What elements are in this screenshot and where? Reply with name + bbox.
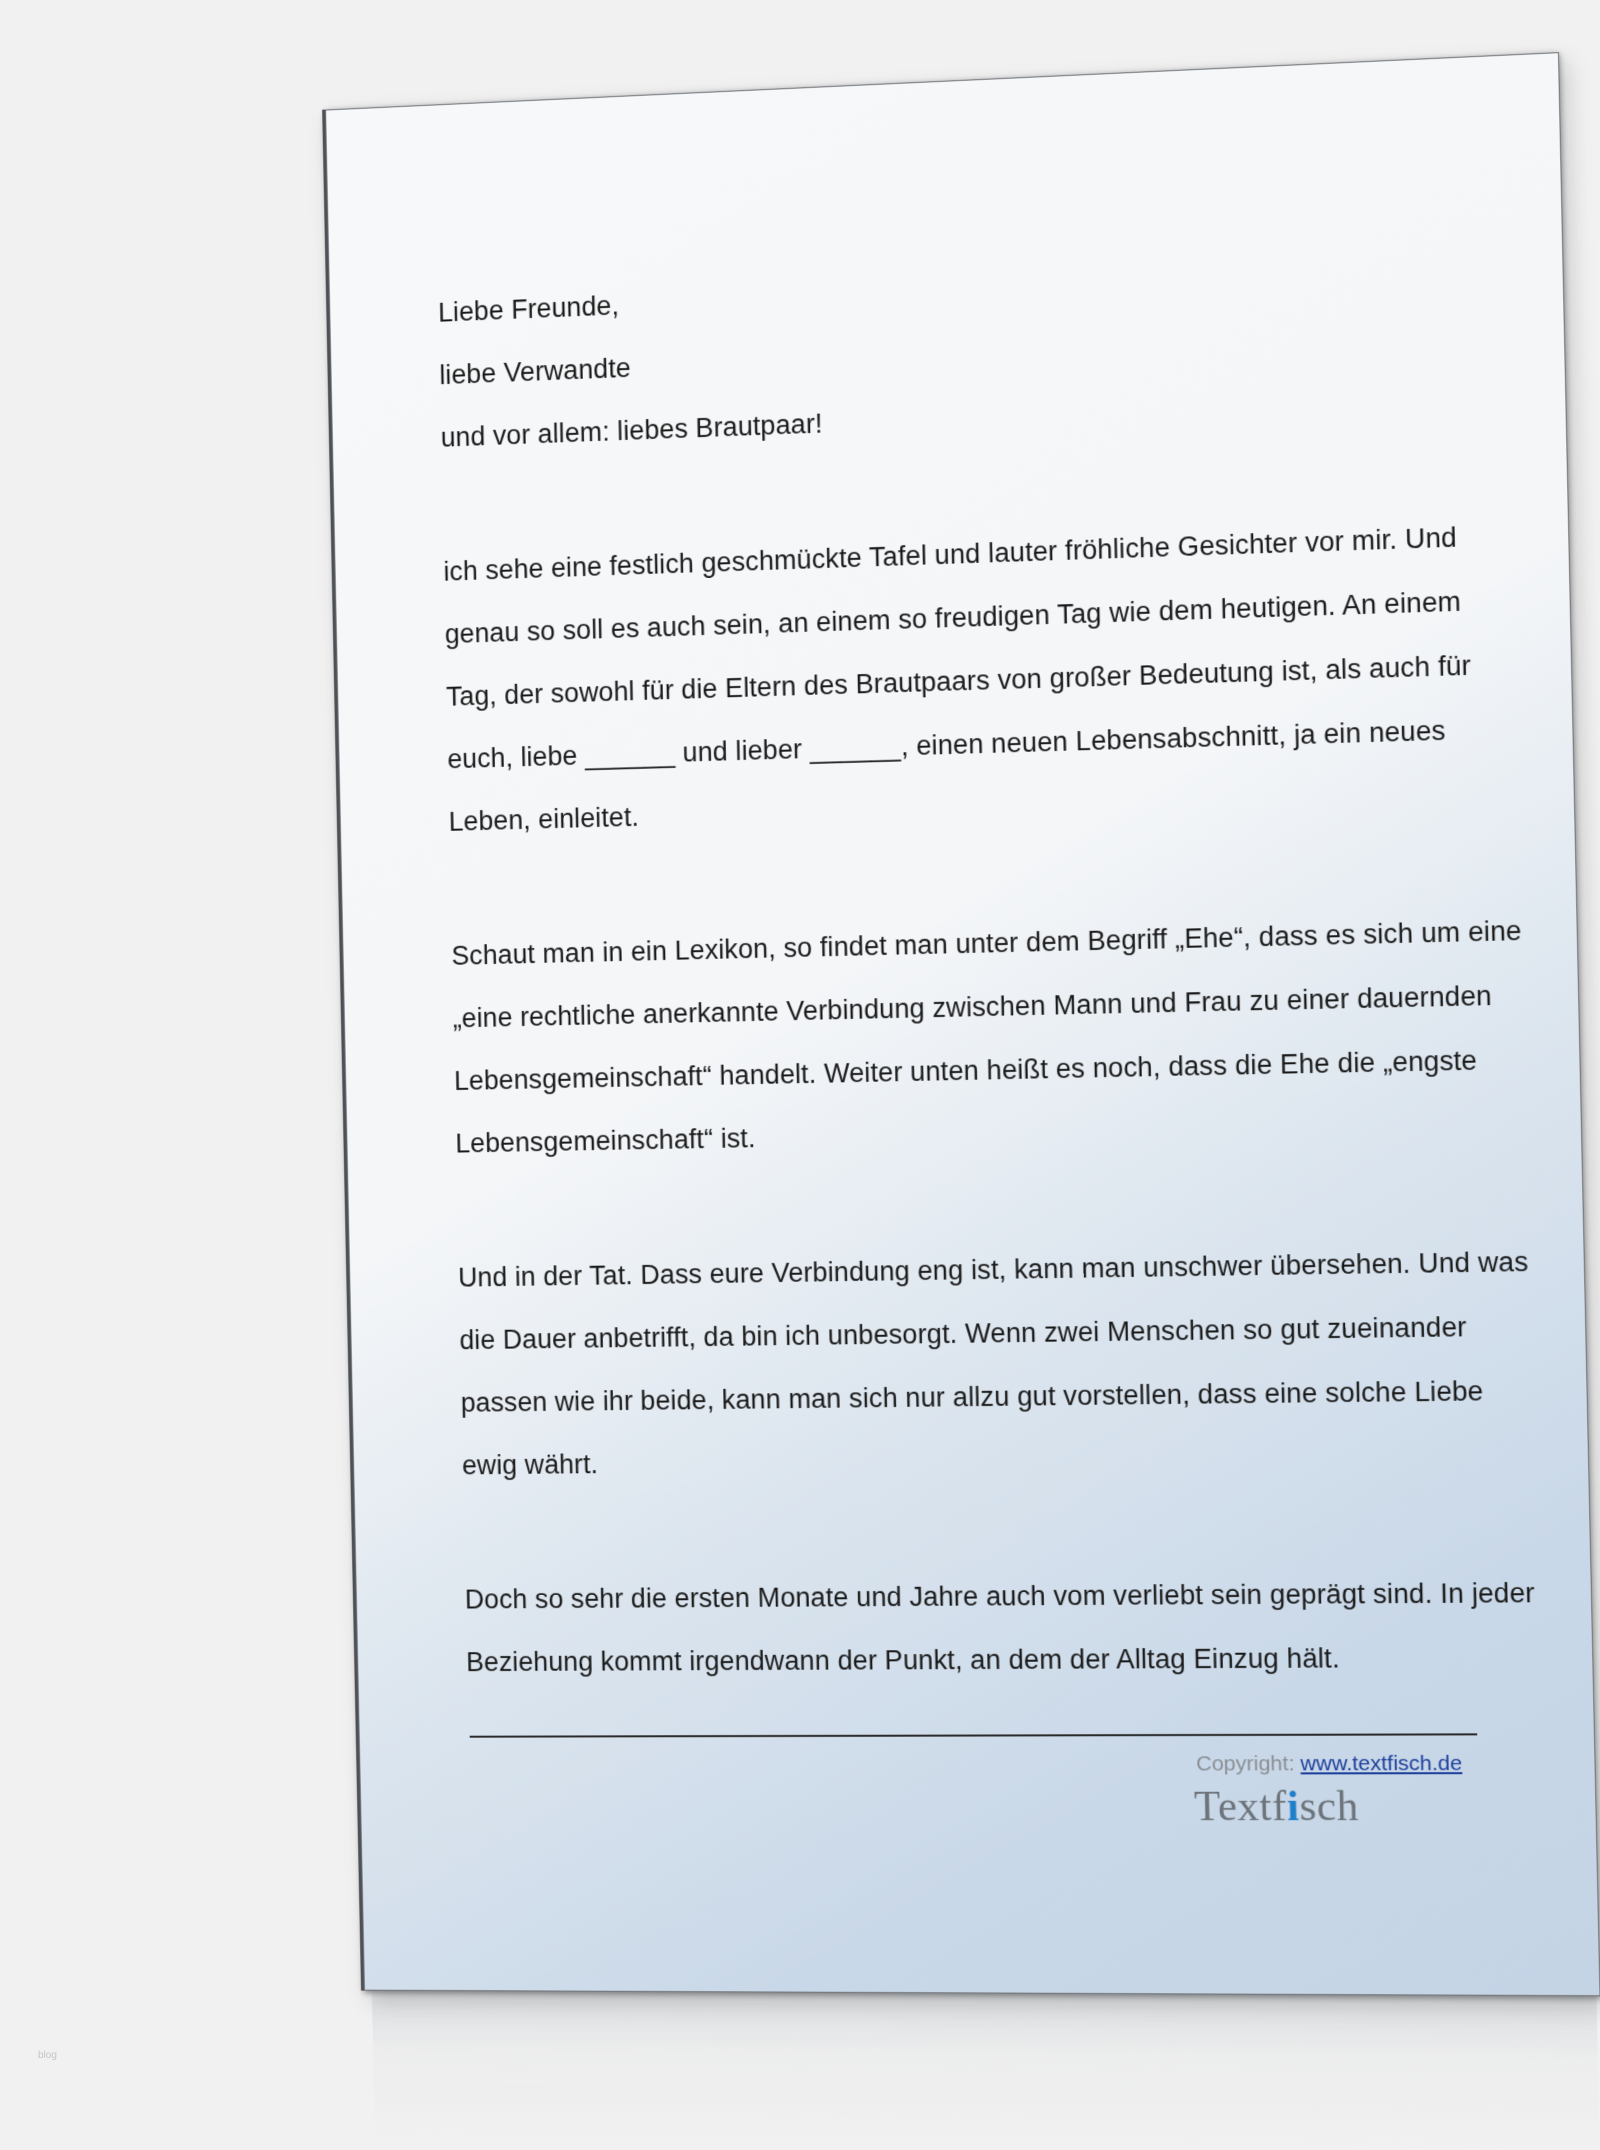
paragraph-line: Doch so sehr die ersten Monate und Jahre auch vom verliebt sein geprägt sind. In jeder — [464, 1577, 1536, 1615]
paragraph-line: Lebensgemeinschaft“ ist. — [455, 1123, 756, 1159]
paragraph-line: ich sehe eine festlich geschmückte Tafel und lauter fröhliche Gesichter vor mir. Und — [443, 522, 1458, 587]
footer-divider — [470, 1733, 1478, 1737]
paragraph-line: Tag, der sowohl für die Eltern des Brautpaars von großer Bedeutung ist, als auch für — [445, 650, 1472, 712]
page-reflection — [372, 1991, 1600, 2150]
copyright-link[interactable]: www.textfisch.de — [1300, 1751, 1463, 1776]
salutation-line: und vor allem: liebes Brautpaar! — [440, 408, 823, 453]
paragraph-1 — [443, 506, 1470, 854]
logo-text-suffix: sch — [1298, 1783, 1360, 1831]
fish-icon: i — [1286, 1783, 1300, 1831]
paragraph-4 — [464, 1562, 1536, 1694]
watermark-text: blog — [38, 2050, 57, 2061]
paragraph-line: ewig währt. — [461, 1449, 599, 1481]
paper-sheet — [325, 52, 1600, 1996]
paragraph-2 — [451, 900, 1522, 1175]
letter-body — [437, 239, 1536, 1694]
paragraph-line: euch, liebe ______ und lieber ______, einen neuen Lebensabschnitt, ja ein neues — [447, 715, 1446, 775]
paragraph-3 — [457, 1231, 1529, 1497]
logo-text-prefix: Textf — [1193, 1783, 1288, 1831]
paragraph-line: Schaut man in ein Lexikon, so findet man unter dem Begriff „Ehe“, dass es sich um eine — [451, 915, 1522, 971]
salutation-line: liebe Verwandte — [439, 352, 632, 391]
paragraph-line: Beziehung kommt irgendwann der Punkt, an dem der Alltag Einzug hält. — [465, 1643, 1341, 1678]
salutation-block — [438, 239, 1462, 469]
paragraph-line: „eine rechtliche anerkannte Verbindung zwischen Mann und Frau zu einer dauernden — [452, 980, 1493, 1034]
salutation-line: Liebe Freunde, — [437, 290, 620, 328]
paragraph-line: Leben, einleitet. — [448, 801, 640, 837]
paragraph-line: passen wie ihr beide, kann man sich nur allzu gut vorstellen, dass eine solche Liebe — [460, 1375, 1484, 1418]
paragraph-line: Lebensgemeinschaft“ handelt. Weiter unten heißt es noch, dass die Ehe die „engste — [453, 1045, 1478, 1096]
paragraph-line: die Dauer anbetrifft, da bin ich unbesorgt. Wenn zwei Menschen so gut zueinander — [459, 1311, 1467, 1356]
textfisch-logo — [1194, 1782, 1360, 1831]
copyright-label: Copyright: — [1195, 1752, 1295, 1776]
paragraph-line: Und in der Tat. Dass eure Verbindung eng ist, kann man unschwer übersehen. Und was — [457, 1246, 1529, 1293]
page — [325, 52, 1600, 1996]
paragraph-line: genau so soll es auch sein, an einem so freudigen Tag wie dem heutigen. An einem — [444, 586, 1462, 650]
copyright-notice — [1196, 1752, 1462, 1777]
